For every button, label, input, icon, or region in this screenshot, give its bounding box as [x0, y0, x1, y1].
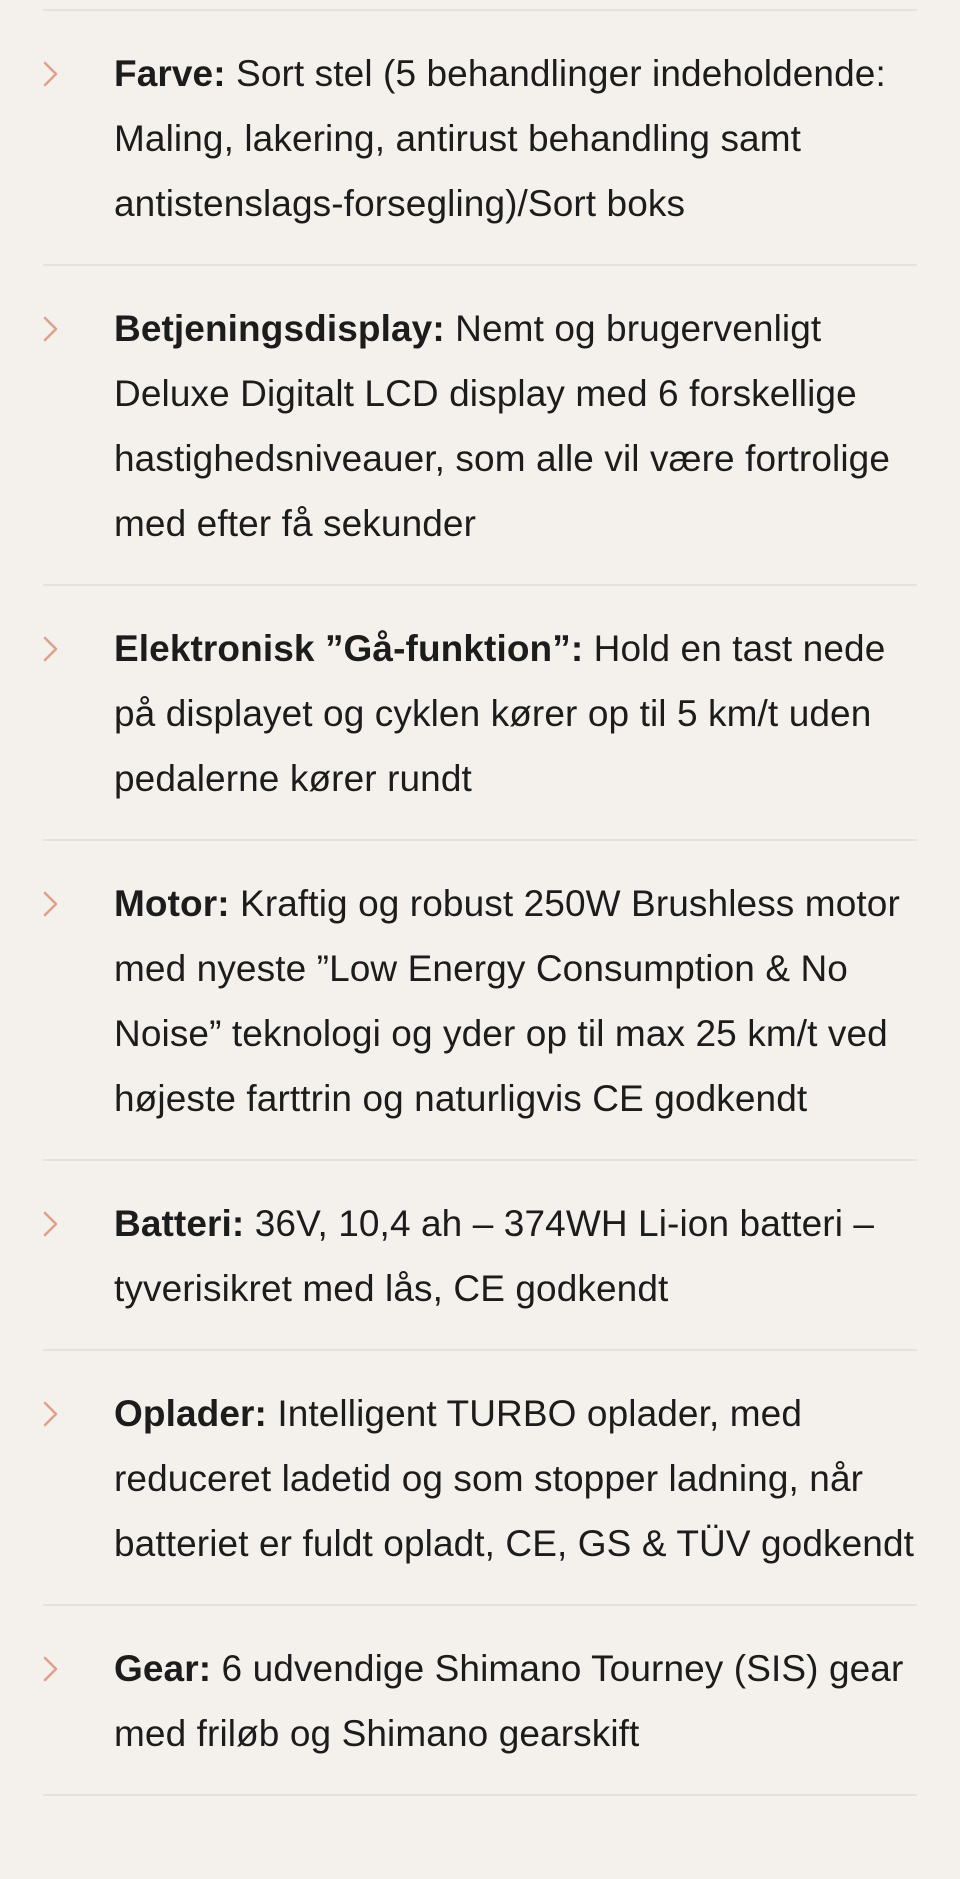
- spec-value: Nemt og brugervenligt Deluxe Digitalt LCD display med 6 forskellige hastighedsniveauer, som alle vil være fortrolige med efter få sekunder: [114, 308, 891, 544]
- spec-text: [114, 1636, 917, 1766]
- chevron-right-icon: [43, 635, 59, 663]
- spec-label: Farve:: [114, 53, 226, 94]
- spec-value: Hold en tast nede på displayet og cyklen kører op til 5 km/t uden pedalerne kører rundt: [114, 628, 886, 799]
- spec-text: [114, 1191, 917, 1321]
- spec-list: [43, 0, 917, 1796]
- spec-text: [114, 871, 917, 1131]
- spec-item-batteri: [43, 1161, 917, 1351]
- chevron-right-icon: [43, 1400, 59, 1428]
- spec-text: [114, 41, 917, 236]
- chevron-right-icon: [43, 60, 59, 88]
- top-divider: [43, 0, 917, 11]
- spec-label: Batteri:: [114, 1203, 245, 1244]
- chevron-right-icon: [43, 890, 59, 918]
- spec-item-oplader: [43, 1351, 917, 1606]
- spec-value: 36V, 10,4 ah – 374WH Li-ion batteri – tyverisikret med lås, CE godkendt: [114, 1203, 875, 1309]
- spec-item-betjeningsdisplay: [43, 266, 917, 586]
- spec-item-motor: [43, 841, 917, 1161]
- spec-text: [114, 616, 917, 811]
- spec-label: Betjeningsdisplay:: [114, 308, 445, 349]
- chevron-right-icon: [43, 1655, 59, 1683]
- spec-item-gear: [43, 1606, 917, 1796]
- spec-value: 6 udvendige Shimano Tourney (SIS) gear med friløb og Shimano gearskift: [114, 1648, 904, 1754]
- spec-text: [114, 296, 917, 556]
- spec-value: Intelligent TURBO oplader, med reduceret ladetid og som stopper ladning, når batteriet er fuldt opladt, CE, GS & TÜV godkendt: [114, 1393, 915, 1564]
- spec-item-gaa-funktion: [43, 586, 917, 841]
- spec-value: Sort stel (5 behandlinger indeholdende: Maling, lakering, antirust behandling samt antistenslags-forsegling)/Sort boks: [114, 53, 886, 224]
- spec-label: Elektronisk ”Gå-funktion”:: [114, 628, 584, 669]
- chevron-right-icon: [43, 315, 59, 343]
- spec-value: Kraftig og robust 250W Brushless motor med nyeste ”Low Energy Consumption & No Noise” teknologi og yder op til max 25 km/t ved højeste farttrin og naturligvis CE godkendt: [114, 883, 900, 1119]
- spec-label: Motor:: [114, 883, 230, 924]
- chevron-right-icon: [43, 1210, 59, 1238]
- spec-item-farve: [43, 11, 917, 266]
- spec-label: Oplader:: [114, 1393, 267, 1434]
- spec-text: [114, 1381, 917, 1576]
- spec-label: Gear:: [114, 1648, 212, 1689]
